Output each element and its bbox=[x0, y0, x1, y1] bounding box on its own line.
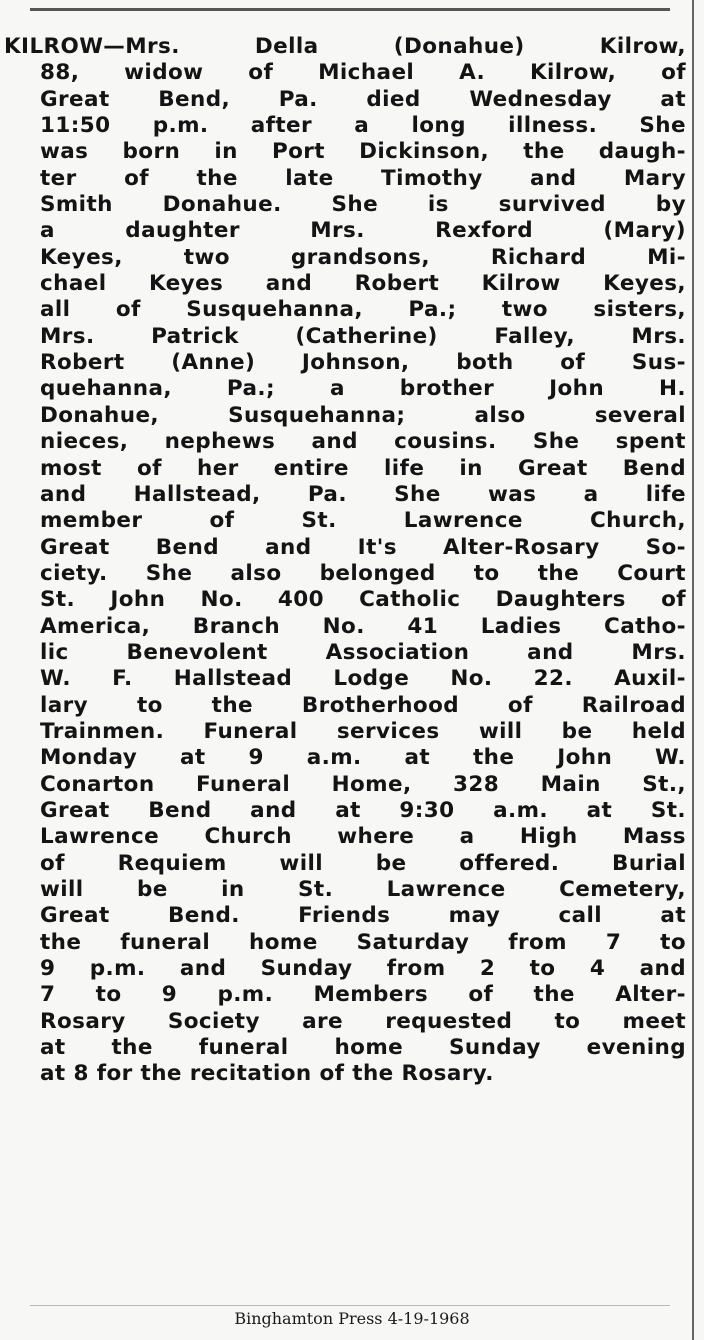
obituary-line: 9 p.m. and Sunday from 2 to 4 and bbox=[40, 956, 686, 982]
obituary-line: and Hallstead, Pa. She was a life bbox=[40, 481, 686, 507]
obituary-line: at the funeral home Sunday evening bbox=[40, 1035, 686, 1061]
obituary-line: chael Keyes and Robert Kilrow Keyes, bbox=[40, 271, 686, 297]
obituary-line: Great Bend and at 9:30 a.m. at St. bbox=[40, 797, 686, 823]
obituary-line: Trainmen. Funeral services will be held bbox=[40, 718, 686, 744]
right-column-rule bbox=[692, 0, 694, 1340]
obituary-line: America, Branch No. 41 Ladies Catho- bbox=[40, 613, 686, 639]
bottom-column-rule bbox=[30, 1305, 670, 1306]
obituary-line: ciety. She also belonged to the Court bbox=[40, 560, 686, 586]
source-caption: Binghamton Press 4-19-1968 bbox=[234, 1309, 470, 1328]
obituary-line: all of Susquehanna, Pa.; two sisters, bbox=[40, 297, 686, 323]
obituary-line: Conarton Funeral Home, 328 Main St., bbox=[40, 771, 686, 797]
obituary-line: 11:50 p.m. after a long illness. She bbox=[40, 113, 686, 139]
obituary-line: at 8 for the recitation of the Rosary. bbox=[40, 1061, 494, 1087]
obituary-line: most of her entire life in Great Bend bbox=[40, 455, 686, 481]
obituary-line: 7 to 9 p.m. Members of the Alter- bbox=[40, 982, 686, 1008]
obituary-line: was born in Port Dickinson, the daugh- bbox=[40, 139, 686, 165]
obituary-line: ter of the late Timothy and Mary bbox=[40, 165, 686, 191]
obituary-line: Rosary Society are requested to meet bbox=[40, 1008, 686, 1034]
obituary-line: KILROW—Mrs. Della (Donahue) Kilrow, bbox=[4, 34, 686, 59]
obituary-line: of Requiem will be offered. Burial bbox=[40, 850, 686, 876]
obituary-line: a daughter Mrs. Rexford (Mary) bbox=[40, 218, 686, 244]
obituary-line: lic Benevolent Association and Mrs. bbox=[40, 639, 686, 665]
obituary-line: Keyes, two grandsons, Richard Mi- bbox=[40, 244, 686, 270]
obituary-line: Great Bend and It's Alter-Rosary So- bbox=[40, 534, 686, 560]
obituary-line: Great Bend, Pa. died Wednesday at bbox=[40, 86, 686, 112]
obituary-line: 88, widow of Michael A. Kilrow, of bbox=[40, 60, 686, 86]
obituary-text bbox=[4, 34, 686, 1088]
obituary-line: St. John No. 400 Catholic Daughters of bbox=[40, 587, 686, 613]
obituary-line: Lawrence Church where a High Mass bbox=[40, 824, 686, 850]
obituary-line: lary to the Brotherhood of Railroad bbox=[40, 692, 686, 718]
obituary-line: Mrs. Patrick (Catherine) Falley, Mrs. bbox=[40, 323, 686, 349]
obituary-line: Great Bend. Friends may call at bbox=[40, 903, 686, 929]
obituary-line: will be in St. Lawrence Cemetery, bbox=[40, 877, 686, 902]
obituary-line: Donahue, Susquehanna; also several bbox=[40, 402, 686, 428]
obituary-line: Robert (Anne) Johnson, both of Sus- bbox=[40, 350, 686, 376]
top-column-rule bbox=[30, 8, 670, 11]
obituary-line: quehanna, Pa.; a brother John H. bbox=[40, 376, 686, 402]
obituary-line: nieces, nephews and cousins. She spent bbox=[40, 429, 686, 455]
obituary-line: the funeral home Saturday from 7 to bbox=[40, 929, 686, 955]
obituary-line: Monday at 9 a.m. at the John W. bbox=[40, 745, 686, 771]
obituary-line: W. F. Hallstead Lodge No. 22. Auxil- bbox=[40, 666, 686, 692]
obituary-line: member of St. Lawrence Church, bbox=[40, 508, 686, 534]
obituary-line: Smith Donahue. She is survived by bbox=[40, 192, 686, 218]
